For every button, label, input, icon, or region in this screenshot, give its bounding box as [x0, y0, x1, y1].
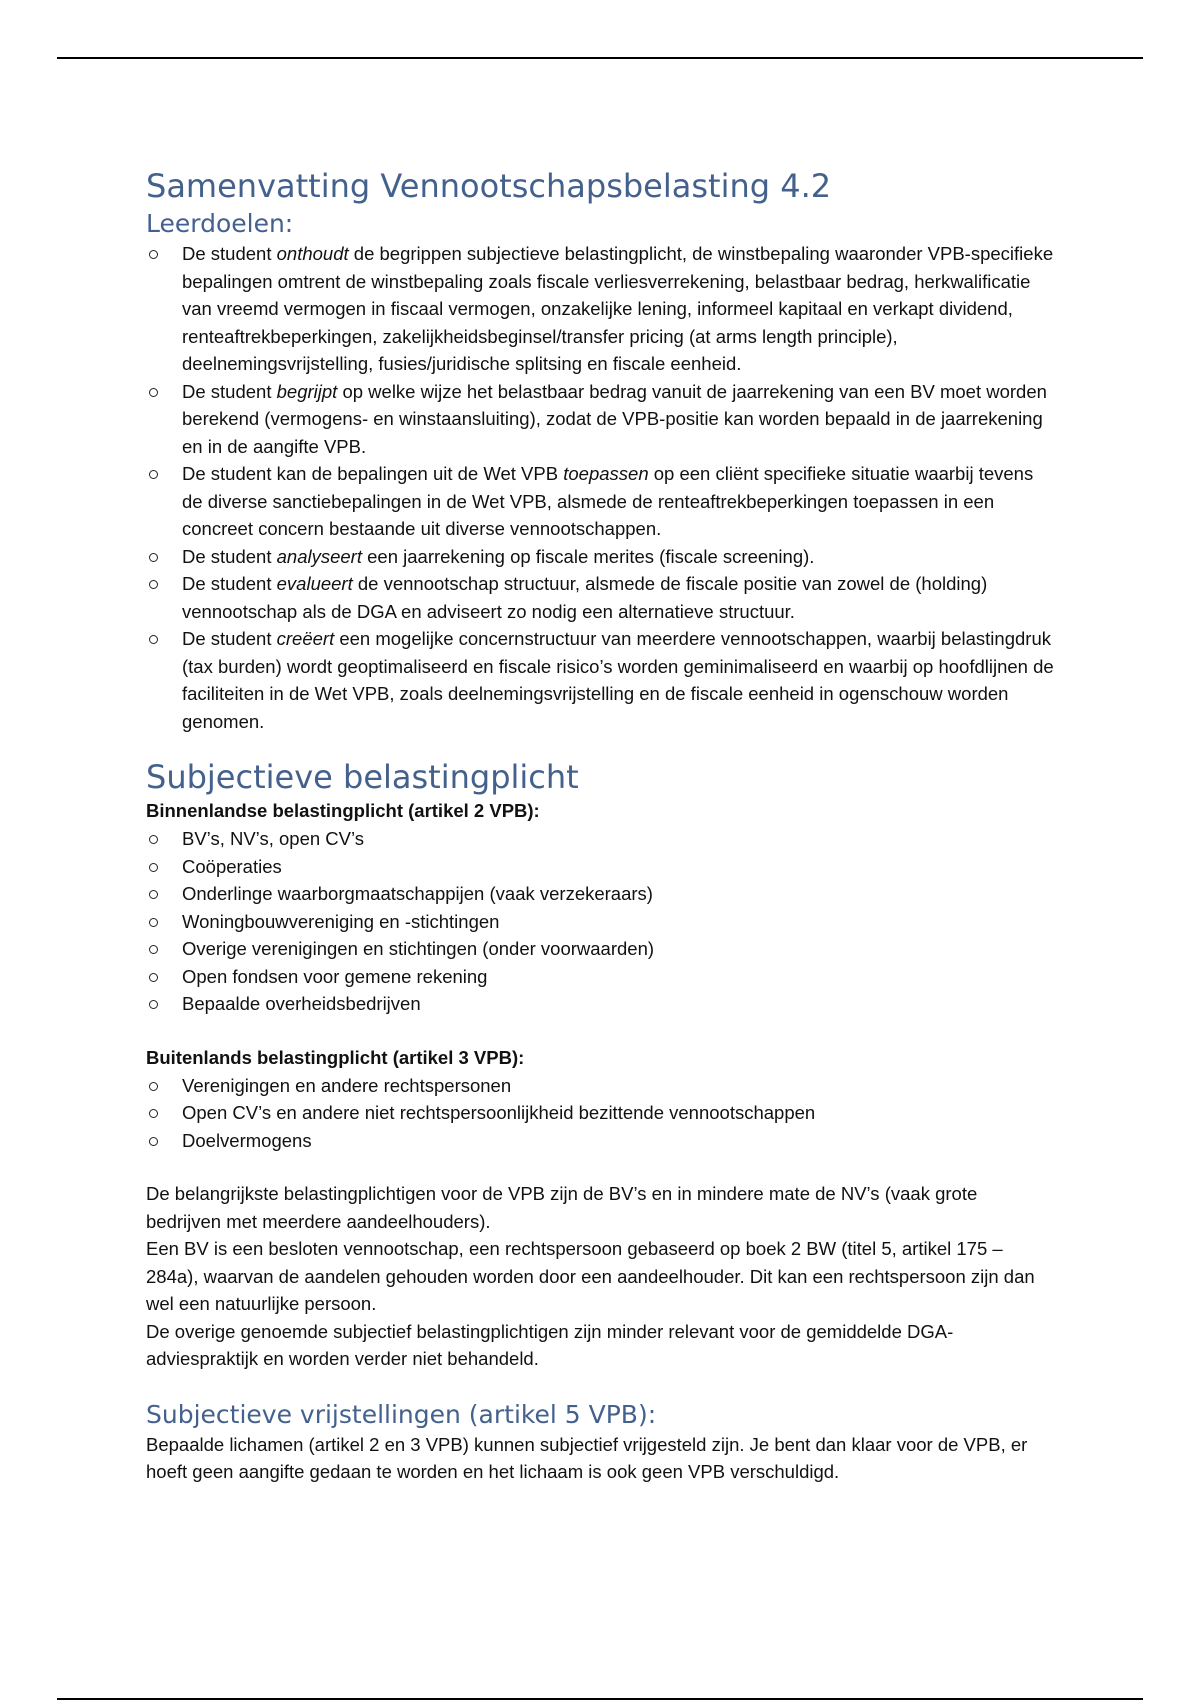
leerdoelen-heading: Leerdoelen: [146, 209, 294, 238]
paragraph: De overige genoemde subjectief belastingplichtigen zijn minder relevant voor de gemiddelde DGA-adviespraktijk en worden verder niet behandeld. [146, 1320, 954, 1369]
list-item: Doelvermogens [146, 1127, 1056, 1155]
subjectief-heading: Subjectieve belastingplicht [146, 758, 579, 796]
paragraph: De belangrijkste belastingplichtigen voor de VPB zijn de BV’s en in mindere mate de NV’s (vaak grote bedrijven met meerdere aandeelhouders). [146, 1183, 978, 1232]
leerdoel-item: De student creëert een mogelijke concernstructuur van meerdere vennootschappen, waarbij belastingdruk (tax burden) wordt geoptimaliseerd en fiscale risico’s worden geminimaliseerd en waarbij op hoofdlijnen de faciliteiten in de Wet VPB, zoals deelnemingsvrijstelling en de fiscale eenheid in ogenschouw worden genomen. [146, 625, 1056, 735]
vrijstellingen-heading: Subjectieve vrijstellingen (artikel 5 VPB): [146, 1399, 657, 1429]
list-item: Open CV’s en andere niet rechtspersoonlijkheid bezittende vennootschappen [146, 1099, 1056, 1127]
list-item: Verenigingen en andere rechtspersonen [146, 1072, 1056, 1100]
paragraph: Een BV is een besloten vennootschap, een rechtspersoon gebaseerd op boek 2 BW (titel 5, artikel 175 – 284a), waarvan de aandelen gehouden worden door een aandeelhouder. Dit kan een rechtspersoon zijn dan wel een natuurlijke persoon. [146, 1238, 1035, 1314]
list-item: Overige verenigingen en stichtingen (onder voorwaarden) [146, 935, 1056, 963]
document-title: Samenvatting Vennootschapsbelasting 4.2 [146, 167, 832, 205]
leerdoel-item: De student kan de bepalingen uit de Wet VPB toepassen op een cliënt specifieke situatie waarbij tevens de diverse sanctiebepalingen in de Wet VPB, alsmede de renteaftrekbeperkingen toepassen in een concreet concern bestaande uit diverse vennootschappen. [146, 460, 1056, 543]
leerdoel-item: De student analyseert een jaarrekening op fiscale merites (fiscale screening). [146, 543, 1056, 571]
list-item: BV’s, NV’s, open CV’s [146, 825, 1056, 853]
leerdoel-item: De student evalueert de vennootschap structuur, alsmede de fiscale positie van zowel de (holding) vennootschap als de DGA en adviseert zo nodig een alternatieve structuur. [146, 570, 1056, 625]
list-item: Bepaalde overheidsbedrijven [146, 990, 1056, 1018]
subjectief-paragraphs [146, 1180, 1056, 1373]
list-item: Onderlinge waarborgmaatschappijen (vaak verzekeraars) [146, 880, 1056, 908]
vrijstellingen-paragraph: Bepaalde lichamen (artikel 2 en 3 VPB) kunnen subjectief vrijgesteld zijn. Je bent dan klaar voor de VPB, er hoeft geen aangifte gedaan te worden en het lichaam is ook geen VPB verschuldigd. [146, 1433, 1028, 1482]
binnenlands-list [146, 825, 1056, 1018]
list-item: Coöperaties [146, 853, 1056, 881]
leerdoelen-list [146, 240, 1056, 735]
leerdoel-item: De student onthoudt de begrippen subjectieve belastingplicht, de winstbepaling waaronder VPB-specifieke bepalingen omtrent de winstbepaling zoals fiscale verliesverrekening, belastbaar bedrag, herkwalificatie van vreemd vermogen in fiscaal vermogen, onzakelijke lening, informeel kapitaal en verkapt dividend, renteaftrekbeperkingen, zakelijkheidsbeginsel/transfer pricing (at arms length principle), deelnemingsvrijstelling, fusies/juridische splitsing en fiscale eenheid. [146, 240, 1056, 378]
header-rule [57, 57, 1143, 59]
leerdoel-item: De student begrijpt op welke wijze het belastbaar bedrag vanuit de jaarrekening van een BV moet worden berekend (vermogens- en winstaansluiting), zodat de VPB-positie kan worden bepaald in de jaarrekening en in de aangifte VPB. [146, 378, 1056, 461]
list-item: Open fondsen voor gemene rekening [146, 963, 1056, 991]
document-body [146, 166, 1056, 1486]
buitenlands-heading: Buitenlands belastingplicht (artikel 3 VPB): [146, 1046, 525, 1068]
binnenlands-heading: Binnenlandse belastingplicht (artikel 2 VPB): [146, 800, 540, 821]
buitenlands-list [146, 1072, 1056, 1155]
list-item: Woningbouwvereniging en -stichtingen [146, 908, 1056, 936]
